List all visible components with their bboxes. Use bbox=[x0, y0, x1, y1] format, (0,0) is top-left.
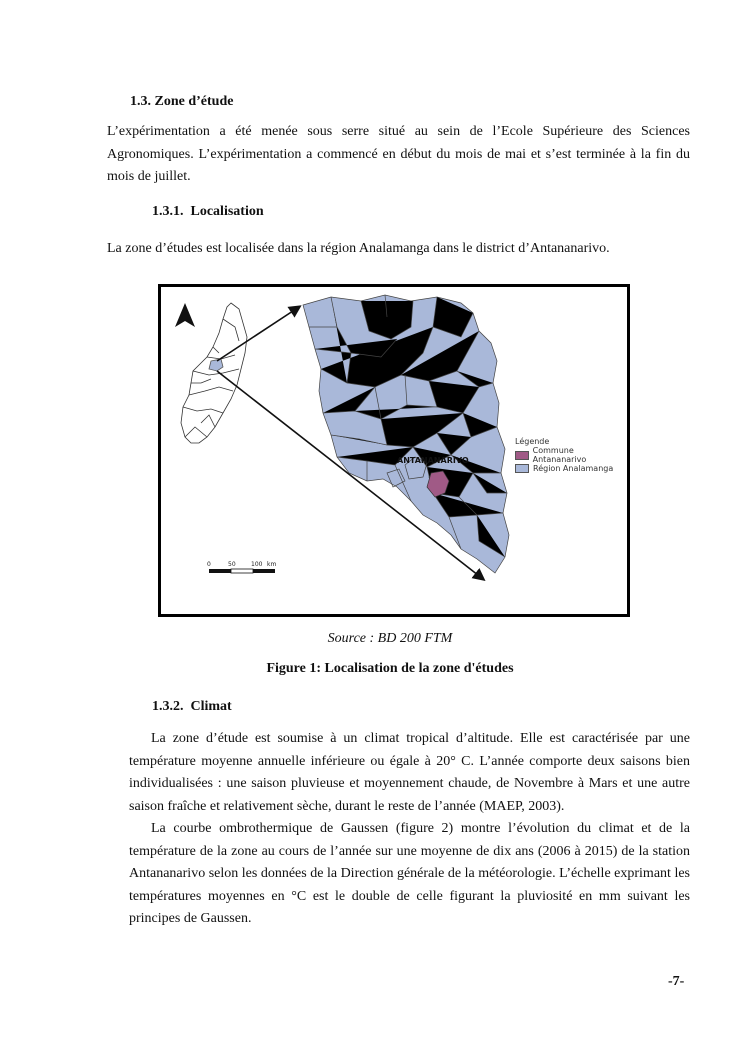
north-arrow-icon bbox=[175, 303, 195, 327]
section-title-localisation: 1.3.1. Localisation bbox=[152, 204, 264, 219]
scale-label-0: 0 bbox=[207, 561, 211, 568]
figure-caption: Figure 1: Localisation de la zone d'études bbox=[266, 661, 514, 676]
section-title-zone-etude: 1.3. Zone d’étude bbox=[130, 94, 234, 109]
legend-item-region bbox=[515, 464, 627, 473]
legend-label-commune: Commune Antananarivo bbox=[532, 446, 587, 464]
legend-label-region: Région Analamanga bbox=[533, 464, 614, 473]
section-title-climat: 1.3.2. Climat bbox=[152, 699, 232, 714]
legend-item-commune bbox=[515, 446, 627, 464]
scale-bar bbox=[207, 561, 276, 573]
legend-swatch-region bbox=[515, 464, 529, 473]
paragraph-zone-etude: L’expérimentation a été menée sous serre situé au sein de l’Ecole Supérieure des Sciences Agronomiques. L’expérimentation a commencé en début du mois de mai et s’est terminée à la fin du mois de juillet. bbox=[107, 124, 690, 184]
scale-label-50: 50 bbox=[228, 561, 236, 568]
page-number: -7- bbox=[668, 974, 685, 989]
map-legend bbox=[515, 437, 627, 473]
city-label-antananarivo: ANTANANARIVO bbox=[397, 456, 469, 465]
paragraph-climat-2: La courbe ombrothermique de Gaussen (figure 2) montre l’évolution du climat et de la température de la zone au cours de l’année sur une moyenne de dix ans (2006 à 2015) de la station Antananarivo selon les données de la Direction générale de la météorologie. L’échelle exprimant les températures moyennes en °C est le double de celle figurant la pluviosité en mm suivant les principes de Gaussen. bbox=[129, 821, 690, 926]
figure-source: Source : BD 200 FTM bbox=[327, 631, 453, 646]
map-figure bbox=[158, 284, 630, 617]
legend-title: Légende bbox=[515, 437, 550, 446]
paragraph-localisation: La zone d’études est localisée dans la région Analamanga dans le district d’Antananarivo. bbox=[107, 241, 610, 256]
legend-swatch-commune bbox=[515, 451, 529, 460]
paragraph-climat-1: La zone d’étude est soumise à un climat tropical d’altitude. Elle est caractérisée par une température moyenne annuelle inférieure ou égale à 20° C. L’année comporte deux saisons bien individualisées : une saison pluvieuse et moyennement chaude, de Novembre à Mars et une autre saison fraîche et relativement sèche, durant le reste de l’année (MAEP, 2003). bbox=[129, 731, 690, 814]
analamanga-region-map bbox=[303, 295, 509, 573]
scale-label-km: km bbox=[267, 561, 277, 568]
scale-label-100: 100 bbox=[251, 561, 263, 568]
